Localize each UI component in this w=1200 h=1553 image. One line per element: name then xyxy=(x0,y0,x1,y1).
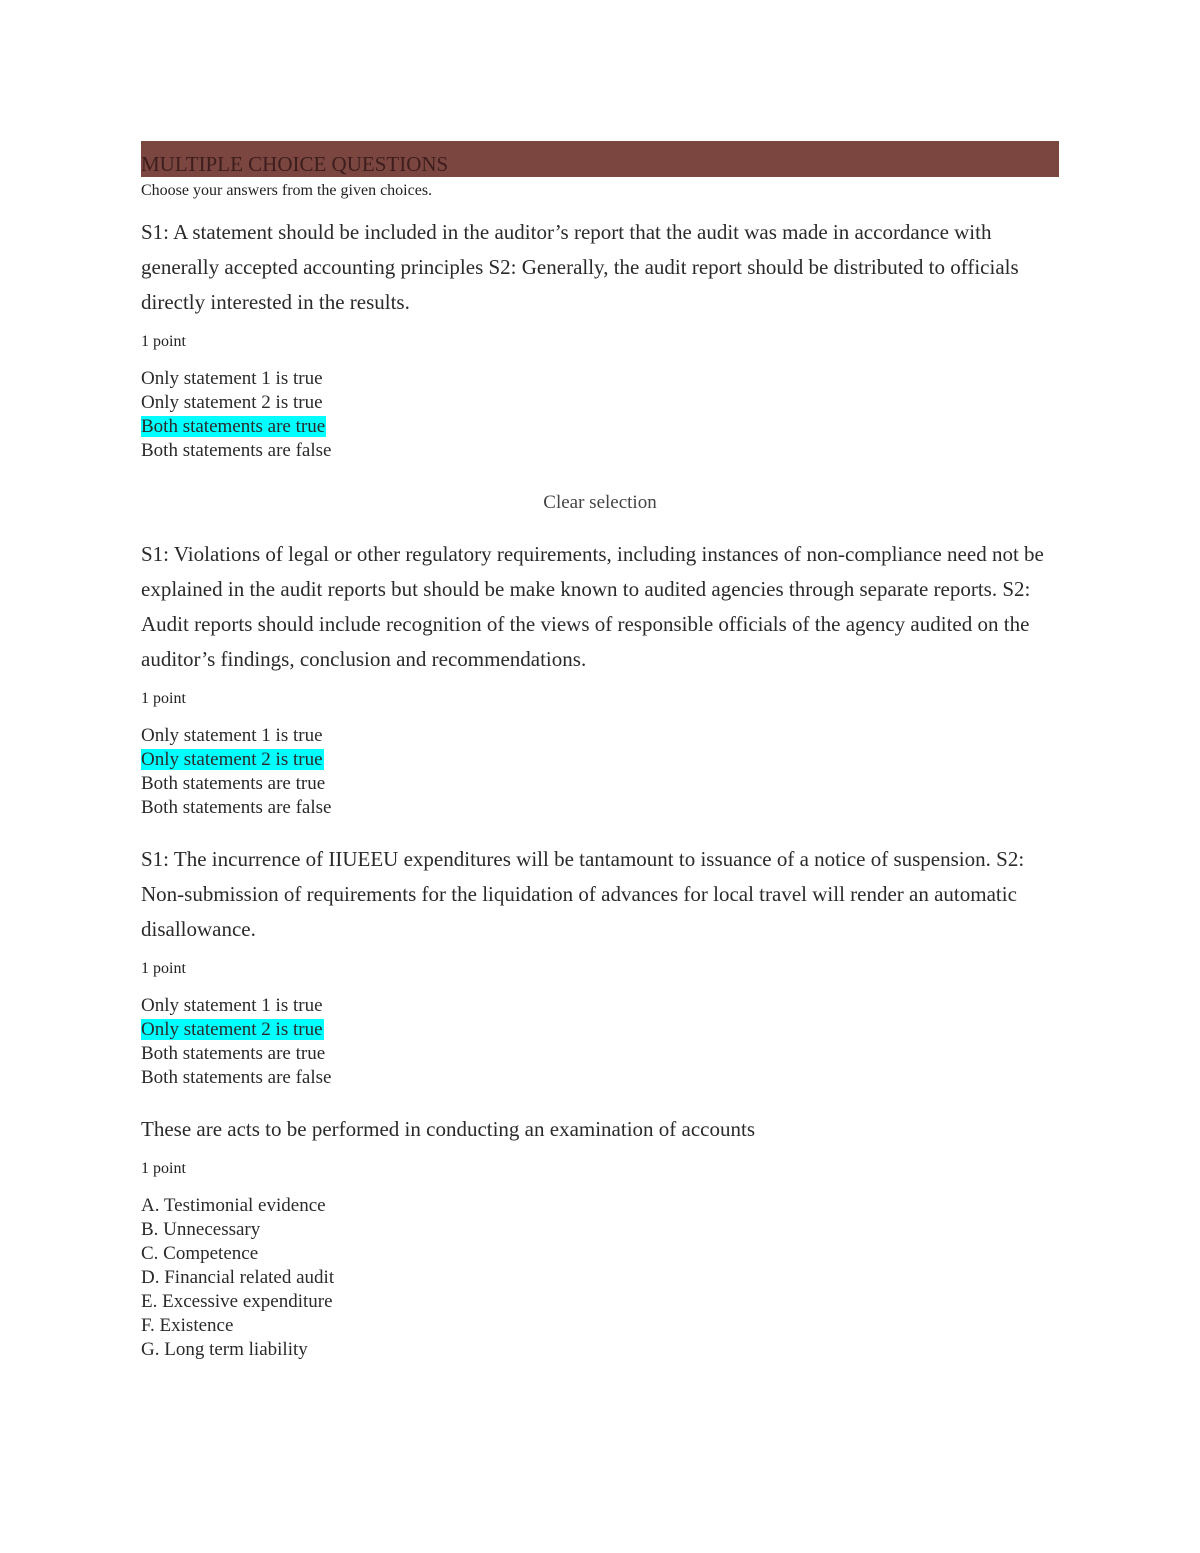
question-4 xyxy=(141,1112,1059,1362)
answer-option[interactable]: C. Competence xyxy=(141,1243,259,1264)
section-title: MULTIPLE CHOICE QUESTIONS xyxy=(141,152,449,176)
answer-options xyxy=(141,1194,1059,1362)
answer-options xyxy=(141,994,1059,1090)
clear-selection-button[interactable]: Clear selection xyxy=(543,492,657,513)
answer-option[interactable]: D. Financial related audit xyxy=(141,1267,335,1288)
answer-options xyxy=(141,724,1059,820)
question-1 xyxy=(141,215,1059,515)
question-2 xyxy=(141,537,1059,820)
answer-option[interactable]: B. Unnecessary xyxy=(141,1219,261,1240)
question-points: 1 point xyxy=(141,333,186,350)
section-header-bar xyxy=(141,141,1059,177)
answer-option[interactable]: Only statement 1 is true xyxy=(141,995,323,1016)
section-subtitle: Choose your answers from the given choices. xyxy=(141,182,433,199)
question-points: 1 point xyxy=(141,1160,186,1177)
answer-option[interactable]: Both statements are false xyxy=(141,440,332,461)
answer-option[interactable]: Only statement 2 is true xyxy=(141,392,323,413)
answer-option[interactable]: G. Long term liability xyxy=(141,1339,308,1360)
quiz-page xyxy=(141,141,1059,1362)
answer-option-selected[interactable]: Both statements are true xyxy=(141,416,326,437)
answer-option[interactable]: Only statement 1 is true xyxy=(141,368,323,389)
answer-option[interactable]: Only statement 1 is true xyxy=(141,725,323,746)
answer-option[interactable]: E. Excessive expenditure xyxy=(141,1291,333,1312)
answer-option-selected[interactable]: Only statement 2 is true xyxy=(141,749,323,770)
answer-options xyxy=(141,367,1059,463)
question-text: S1: Violations of legal or other regulatory requirements, including instances of non-compliance need not be explained in the audit reports but should be make known to audited agencies through separate reports. S2: Audit reports should include recognition of the views of responsible officials of the agency audited on the auditor’s findings, conclusion and recommendations. xyxy=(141,542,1044,671)
question-points: 1 point xyxy=(141,690,186,707)
answer-option[interactable]: Both statements are true xyxy=(141,773,326,794)
answer-option-selected[interactable]: Only statement 2 is true xyxy=(141,1019,323,1040)
answer-option[interactable]: Both statements are false xyxy=(141,797,332,818)
question-text: S1: The incurrence of IIUEEU expenditures will be tantamount to issuance of a notice of suspension. S2: Non-submission of requirements for the liquidation of advances for local travel will render an automatic disallowance. xyxy=(141,847,1025,941)
answer-option[interactable]: Both statements are false xyxy=(141,1067,332,1088)
question-points: 1 point xyxy=(141,960,186,977)
question-text: These are acts to be performed in conducting an examination of accounts xyxy=(141,1117,756,1141)
answer-option[interactable]: Both statements are true xyxy=(141,1043,326,1064)
question-3 xyxy=(141,842,1059,1090)
answer-option[interactable]: F. Existence xyxy=(141,1315,234,1336)
answer-option[interactable]: A. Testimonial evidence xyxy=(141,1195,326,1216)
question-text: S1: A statement should be included in the auditor’s report that the audit was made in accordance with generally accepted accounting principles S2: Generally, the audit report should be distributed to officials directly interested in the results. xyxy=(141,220,1019,314)
